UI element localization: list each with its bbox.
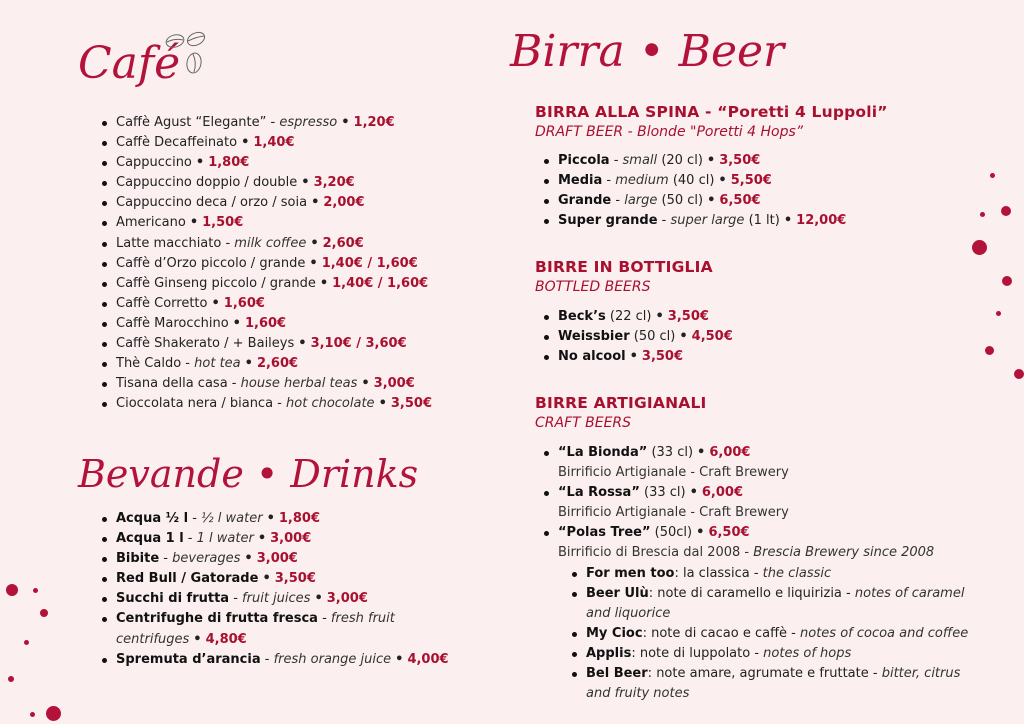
list-item: Caffè Ginseng piccolo / grande • 1,40€ / 1,60€ [100,274,432,294]
list-item: Cappuccino doppio / double • 3,20€ [100,173,432,193]
list-item: Centrifughe di frutta fresca - fresh fruit centrifuges • 4,80€ [100,609,449,649]
craft-list [542,443,980,704]
decorative-dot [1014,369,1024,379]
cafe-title: Café [78,38,181,89]
list-item: “Polas Tree” (50cl) • 6,50€ Birrificio di Brescia dal 2008 - Brescia Brewery since 2008 For men too: la classica - the classic Beer Ulù: note di caramello e liquirizia - notes of caramel and liquorice My Cioc: note di cacao e caffè - notes of cocoa and coffee Applis: note di luppolato - notes of hops Bel Beer: note amare, agrumate e fruttate - bitter, citrus and fruity notes [542,523,980,704]
drinks-title: Bevande • Drinks [78,452,419,496]
list-item: Acqua 1 l - 1 l water • 3,00€ [100,529,449,549]
right-column [500,0,1024,724]
decorative-dot [980,212,985,217]
decorative-dot [1002,276,1012,286]
list-item: Americano • 1,50€ [100,213,432,233]
list-item: Caffè Agust “Elegante” - espresso • 1,20€ [100,113,432,133]
list-item: Red Bull / Gatorade • 3,50€ [100,569,449,589]
list-item: Tisana della casa - house herbal teas • 3,00€ [100,374,432,394]
list-item: Beck’s (22 cl) • 3,50€ [542,307,733,327]
list-item: Succhi di frutta - fruit juices • 3,00€ [100,589,449,609]
craft-heading: BIRRE ARTIGIANALI [535,394,707,412]
beer-title: Birra • Beer [510,26,785,77]
decorative-dot [990,173,995,178]
list-item: Thè Caldo - hot tea • 2,60€ [100,354,432,374]
list-item: Bel Beer: note amare, agrumate e fruttate - bitter, citrus and fruity notes [570,664,980,704]
bottled-heading: BIRRE IN BOTTIGLIA [535,258,713,276]
list-item: “La Bionda” (33 cl) • 6,00€ Birrificio Artigianale - Craft Brewery [542,443,980,483]
decorative-dot [6,584,18,596]
decorative-dot [985,346,994,355]
list-item: Caffè Shakerato / + Baileys • 3,10€ / 3,60€ [100,334,432,354]
drinks-list [100,509,449,670]
decorative-dot [33,588,38,593]
list-item: Media - medium (40 cl) • 5,50€ [542,171,846,191]
decorative-dot [8,676,14,682]
list-item: Caffè Corretto • 1,60€ [100,294,432,314]
list-item: Spremuta d’arancia - fresh orange juice • 4,00€ [100,650,449,670]
craft-subheading: CRAFT BEERS [535,415,632,431]
decorative-dot [972,240,987,255]
list-item: Cappuccino deca / orzo / soia • 2,00€ [100,193,432,213]
decorative-dot [1001,206,1011,216]
decorative-dot [30,712,35,717]
bottled-subheading: BOTTLED BEERS [535,279,651,295]
list-item: Cappuccino • 1,80€ [100,153,432,173]
list-item: For men too: la classica - the classic [570,564,980,584]
bottled-list [542,307,733,367]
list-item: Acqua ½ l - ½ l water • 1,80€ [100,509,449,529]
list-item: Applis: note di luppolato - notes of hops [570,644,980,664]
list-item: My Cioc: note di cacao e caffè - notes of cocoa and coffee [570,624,980,644]
list-item: Piccola - small (20 cl) • 3,50€ [542,151,846,171]
list-item: Caffè d’Orzo piccolo / grande • 1,40€ / 1,60€ [100,254,432,274]
coffee-beans-icon [162,28,212,76]
decorative-dot [24,640,29,645]
cafe-list [100,113,432,414]
draft-list [542,151,846,231]
list-item: Beer Ulù: note di caramello e liquirizia - notes of caramel and liquorice [570,584,980,624]
list-item: Super grande - super large (1 lt) • 12,00€ [542,211,846,231]
list-item: Latte macchiato - milk coffee • 2,60€ [100,234,432,254]
left-column [0,0,500,724]
list-item: Caffè Decaffeinato • 1,40€ [100,133,432,153]
decorative-dot [46,706,61,721]
list-item: “La Rossa” (33 cl) • 6,00€ Birrificio Artigianale - Craft Brewery [542,483,980,523]
list-item: Cioccolata nera / bianca - hot chocolate • 3,50€ [100,394,432,414]
decorative-dot [996,311,1001,316]
list-item: Bibite - beverages • 3,00€ [100,549,449,569]
list-item: Caffè Marocchino • 1,60€ [100,314,432,334]
polas-tree-varieties [570,564,980,705]
list-item: Weissbier (50 cl) • 4,50€ [542,327,733,347]
draft-heading: BIRRA ALLA SPINA - “Poretti 4 Luppoli” [535,103,888,121]
draft-subheading: DRAFT BEER - Blonde "Poretti 4 Hops” [535,124,804,140]
decorative-dot [40,609,48,617]
list-item: Grande - large (50 cl) • 6,50€ [542,191,846,211]
list-item: No alcool • 3,50€ [542,347,733,367]
